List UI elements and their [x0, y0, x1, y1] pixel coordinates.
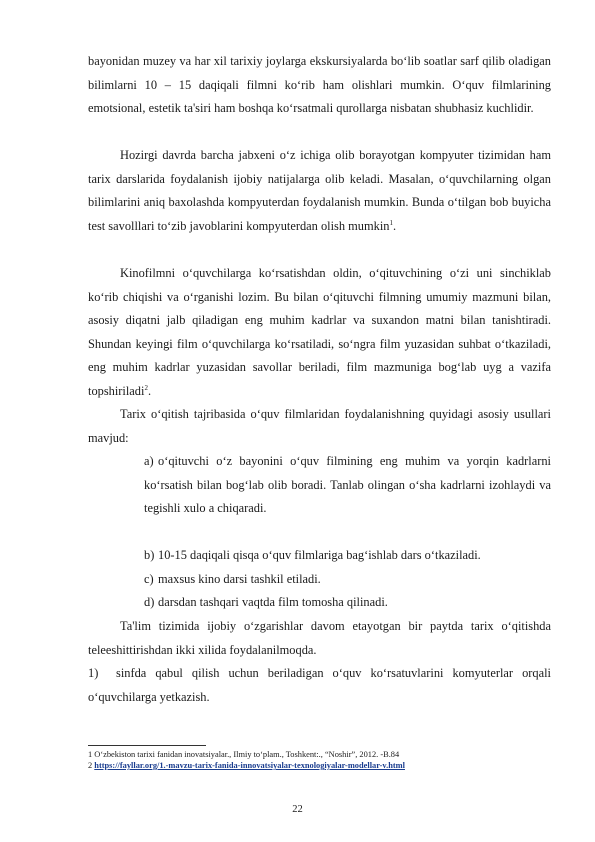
page-number: 22: [292, 804, 303, 815]
footnote-2: 2 https://fayllar.org/1.-mavzu-tarix-fanida-innovatsiyalar-texnologiyalar-modellar-v.html: [88, 761, 405, 770]
paragraph-text: bayonidan muzey va har xil tarixiy joylarga ekskursiyalarda bo‘lib soatlar sarf qilib oladigan bilimlarni 10 – 15 daqiqali filmni ko‘rib ham olishlari mumkin. O‘quv filmlarining emotsional, estetik ta'siri ham boshqa ko‘rsatmali qurollarga nisbatan shubhasiz kuchlidir.: [88, 54, 551, 116]
footnote-ref[interactable]: 2: [144, 383, 148, 392]
paragraph-text: Hozirgi davrda barcha jabxeni o‘z ichiga olib borayotgan kompyuter tizimidan ham tarix darslarida foydalanish ijobiy natijalarga olib keladi. Masalan, o‘quvchilarning olgan bilimlarini aniq baxolashda kompyuterdan foydalanish mumkin. Bunda o‘tilgan bob buyicha test savolllari to‘zib javoblarini kompyuterdan olish mumkin: [88, 148, 551, 233]
list-item: [144, 544, 579, 568]
list-item-text: darsdan tashqari vaqtda film tomosha qilinadi.: [158, 595, 388, 609]
paragraph-film-preparation: Kinofilmni o‘quvchilarga ko‘rsatishdan oldin, o‘qituvchining o‘zi uni sinchiklab ko‘rib chiqishi va o‘rganishi lozim. Bu bilan o‘qituvchi filmning umumiy mazmuni bilan, asosiy diqatni jalb qiladigan eng muhim kadrlar va suxandon matni bilan tanishtiradi. Shundan keyingi film o‘quvchilarga ko‘rsatiladi, so‘ngra film yuzasidan suhbat o‘tkaziladi, eng muhim kadrlar yuzasidan savollar beriladi, film mazmuniga bog‘lab uyg a vazifa topshiriladi$^2$.: [88, 266, 551, 398]
paragraph-film-emotional-impact: [88, 50, 551, 121]
paragraph-methods-intro: [88, 403, 551, 450]
footnote-ref[interactable]: 1: [389, 218, 393, 227]
list-item-text: 10-15 daqiqali qisqa o‘quv filmlariga bag‘ishlab dars o‘tkaziladi.: [158, 548, 481, 562]
list-item-text: sinfda qabul qilish uchun beriladigan o‘quv ko‘rsatuvlarini komyuterlar orqali o‘quvchilarga yetkazish.: [88, 666, 551, 704]
list-marker: d): [144, 595, 155, 609]
footnote-link[interactable]: https://fayllar.org/1.-mavzu-tarix-fanida-innovatsiyalar-texnologiyalar-modellar-v.html: [94, 761, 405, 770]
paragraph-text: Kinofilmni o‘quvchilarga ko‘rsatishdan oldin, o‘qituvchining o‘zi uni sinchiklab ko‘rib chiqishi va o‘rganishi lozim. Bu bilan o‘qituvchi filmning umumiy mazmuni bilan, asosiy diqatni jalb qiladigan eng muhim kadrlar va suxandon matni bilan tanishtiradi. Shundan keyingi film o‘quvchilarga ko‘rsatiladi, so‘ngra film yuzasidan suhbat o‘tkaziladi, eng muhim kadrlar yuzasidan savollar beriladi, film mazmuniga bog‘lab uyg a vazifa topshiriladi: [88, 266, 551, 398]
list-marker: c): [144, 572, 154, 586]
paragraph-text: Tarix o‘qitish tajribasida o‘quv filmlaridan foydalanishning quyidagi asosiy usullari mavjud:: [88, 407, 551, 445]
paragraph-tv-broadcasts: [88, 615, 551, 662]
footnote-divider: [88, 745, 206, 746]
list-item: [144, 450, 551, 521]
footnote-1: 1 O‘zbekiston tarixi fanidan inovatsiyalar., Ilmiy to‘plam., Toshkent:., “Noshir”, 2012. -B.84: [88, 750, 400, 759]
numbered-item: [88, 662, 551, 709]
list-item: [144, 591, 579, 615]
list-item-text: maxsus kino darsi tashkil etiladi.: [158, 572, 321, 586]
list-item: [144, 568, 579, 592]
paragraph-computer-usage: Hozirgi davrda barcha jabxeni o‘z ichiga olib borayotgan kompyuter tizimidan ham tarix darslarida foydalanish ijobiy natijalarga olib keladi. Masalan, o‘quvchilarning olgan bilimlarini aniq baxolashda kompyuterdan foydalanish mumkin. Bunda o‘tilgan bob buyicha test savolllari to‘zib javoblarini kompyuterdan olish mumkin$^1$.: [88, 148, 551, 233]
list-marker: a): [144, 454, 154, 468]
paragraph-text: Ta'lim tizimida ijobiy o‘zgarishlar davom etayotgan bir paytda tarix o‘qitishda teleeshittirishdan ikki xilida foydalanilmoqda.: [88, 619, 551, 657]
list-item-text: o‘qituvchi o‘z bayonini o‘quv filmining eng muhim va yorqin kadrlarni ko‘rsatish bilan bog‘lab olib boradi. Tanlab olingan o‘sha kadrlarni izohlaydi va tegishli xulo a chiqaradi.: [144, 454, 551, 516]
list-marker: b): [144, 548, 155, 562]
list-marker: 1): [88, 666, 99, 680]
